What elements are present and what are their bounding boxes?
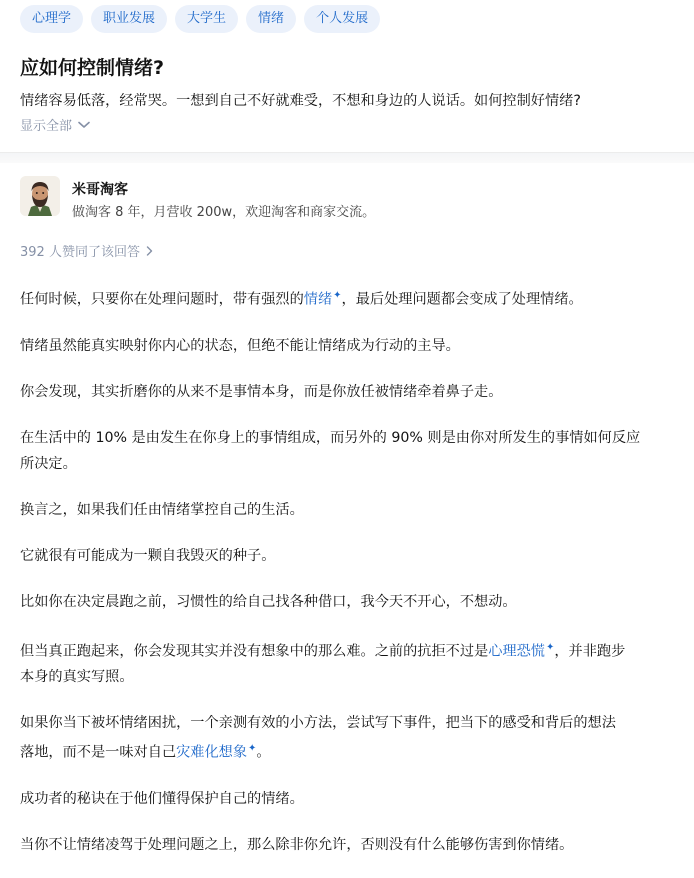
author-bio: 做淘客 8 年，月营收 200w，欢迎淘客和商家交流。 bbox=[72, 205, 376, 220]
answer-paragraph: 比如你在决定晨跑之前，习惯性的给自己找各种借口，我今天不开心，不想动。 bbox=[20, 593, 517, 610]
paragraph-text: 所决定。 bbox=[20, 455, 77, 472]
upvote-count[interactable] bbox=[20, 241, 153, 260]
paragraph-text: 如果你当下被坏情绪困扰，一个亲测有效的小方法，尝试写下事件，把当下的感受和背后的想法 bbox=[20, 715, 616, 732]
paragraph-text: ，并非跑步 bbox=[554, 643, 626, 660]
answer-paragraph bbox=[20, 425, 676, 477]
answer-paragraph bbox=[20, 710, 676, 766]
chevron-down-icon bbox=[78, 121, 90, 129]
answer-paragraph: 换言之，如果我们任由情绪掌控自己的生活。 bbox=[20, 501, 304, 518]
answer-paragraph: 它就很有可能成为一颗自我毁灭的种子。 bbox=[20, 547, 276, 564]
answer-paragraph: 成功者的秘诀在于他们懂得保护自己的情绪。 bbox=[20, 791, 304, 808]
topic-tags bbox=[20, 5, 380, 33]
keyword-link[interactable]: 心理恐慌 bbox=[488, 643, 545, 660]
paragraph-text: 任何时候，只要你在处理问题时，带有强烈的 bbox=[20, 291, 304, 308]
topic-tag[interactable]: 职业发展 bbox=[91, 5, 167, 33]
author-name[interactable]: 米哥淘客 bbox=[72, 182, 128, 198]
paragraph-text: 但当真正跑起来，你会发现其实并没有想象中的那么难。之前的抗拒不过是 bbox=[20, 643, 489, 660]
keyword-link[interactable]: 灾难化想象 bbox=[176, 745, 248, 762]
avatar[interactable] bbox=[20, 176, 60, 216]
chevron-right-icon bbox=[146, 246, 153, 256]
answer-paragraph: 你会发现，其实折磨你的从来不是事情本身，而是你放任被情绪牵着鼻子走。 bbox=[20, 383, 503, 400]
answer-paragraph: 当你不让情绪凌驾于处理问题之上，那么除非你允许，否则没有什么能够伤害到你情绪。 bbox=[20, 837, 574, 854]
upvote-count-label: 392 人赞同了该回答 bbox=[20, 245, 140, 260]
sparkle-icon: ✦ bbox=[333, 290, 342, 301]
answer-content bbox=[20, 283, 676, 878]
paragraph-text: 在生活中的 10% 是由发生在你身上的事情组成，而另外的 90% 则是由你对所发生的事情如何反应 bbox=[20, 429, 641, 446]
show-all-button[interactable] bbox=[20, 115, 90, 134]
answer-paragraph bbox=[20, 635, 676, 691]
keyword-link[interactable]: 情绪 bbox=[303, 291, 333, 308]
sparkle-icon: ✦ bbox=[248, 743, 257, 755]
question-detail: 情绪容易低落，经常哭。一想到自己不好就难受，不想和身边的人说话。如何控制好情绪? bbox=[20, 93, 581, 109]
sparkle-icon: ✦ bbox=[545, 641, 555, 653]
paragraph-text: 本身的真实写照。 bbox=[20, 669, 134, 686]
section-divider bbox=[0, 152, 694, 163]
answer-paragraph bbox=[20, 283, 676, 313]
answer-paragraph: 情绪虽然能真实映射你内心的状态，但绝不能让情绪成为行动的主导。 bbox=[20, 337, 460, 354]
topic-tag[interactable]: 情绪 bbox=[246, 5, 296, 33]
paragraph-text: ，最后处理问题都会变成了处理情绪。 bbox=[341, 291, 583, 308]
topic-tag[interactable]: 大学生 bbox=[175, 5, 238, 33]
topic-tag[interactable]: 个人发展 bbox=[304, 5, 380, 33]
topic-tag[interactable]: 心理学 bbox=[20, 5, 83, 33]
show-all-label: 显示全部 bbox=[20, 119, 73, 134]
paragraph-text: 落地，而不是一味对自己 bbox=[20, 745, 177, 762]
paragraph-text: 。 bbox=[256, 745, 271, 762]
question-title[interactable]: 应如何控制情绪? bbox=[20, 57, 165, 79]
